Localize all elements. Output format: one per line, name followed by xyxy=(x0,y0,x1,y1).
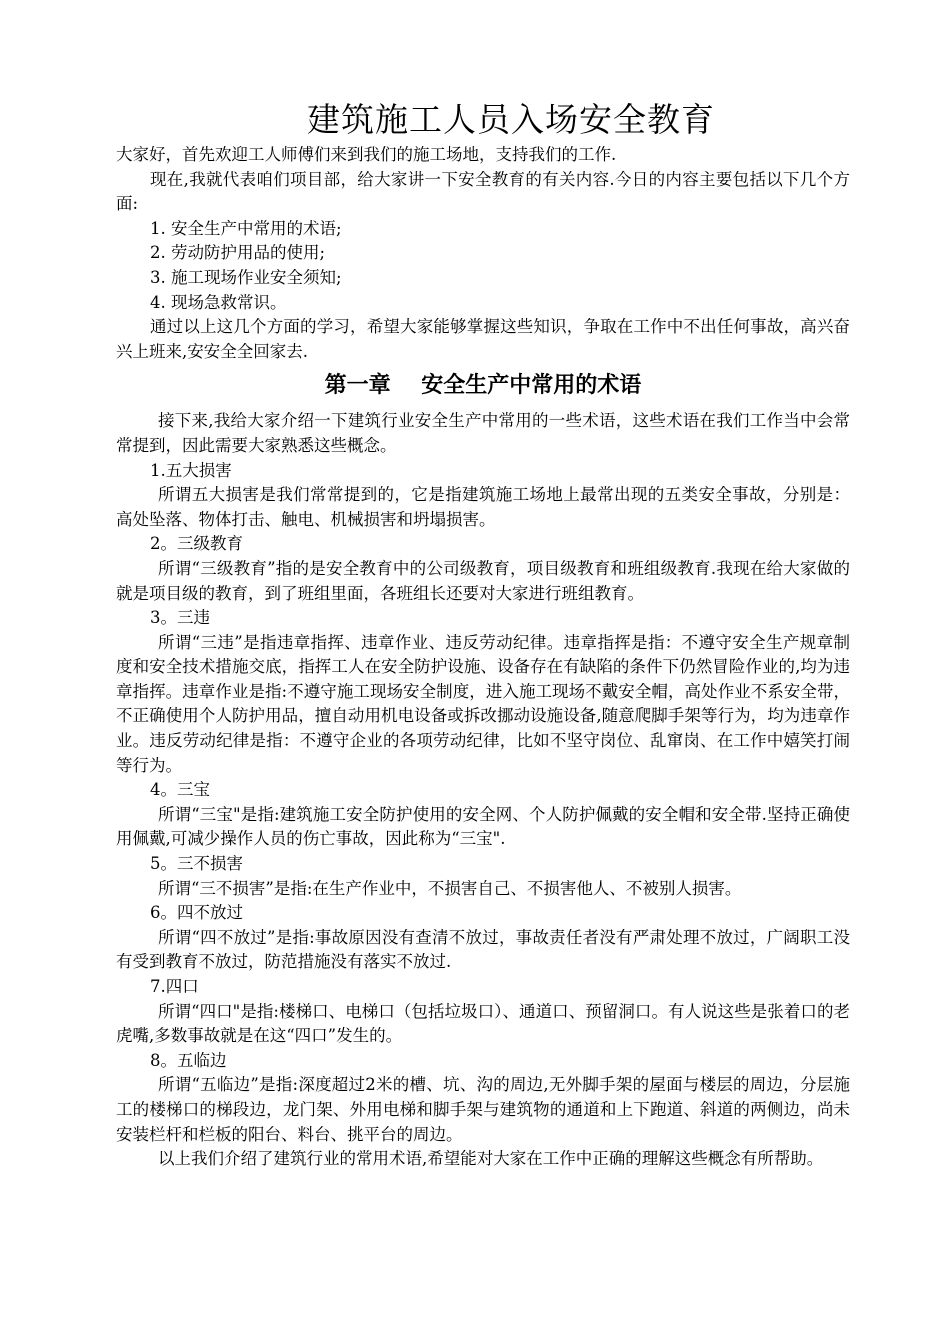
list-item: 2. 劳动防护用品的使用; xyxy=(150,243,326,263)
section-body: 所谓“四口"是指:楼梯口、电梯口（包括垃圾口）、通道口、预留洞口。有人说这些是张着口的老虎嘴,多数事故就是在这“四口”发生的。 xyxy=(116,1001,850,1046)
section-heading: 7.四口 xyxy=(150,977,199,996)
section-body: 所谓五大损害是我们常常提到的，它是指建筑施工场地上最常出现的五类安全事故，分别是：高处坠落、物体打击、触电、机械损害和坍塌损害。 xyxy=(116,485,850,529)
section-body: 所谓“三违”是指违章指挥、违章作业、违反劳动纪律。违章指挥是指：不遵守安全生产规章制度和安全技术措施交底，指挥工人在安全防护设施、设备存在有缺陷的条件下仍然冒险作业的,均为违章指挥。违章作业是指:不遵守施工现场安全制度，进入施工现场不戴安全帽，高处作业不系安全带，不正确使用个人防护用品，擅自动用机电设备或拆改挪动设施设备,随意爬脚手架等行为，均为违章作业。违反劳动纪律是指：不遵守企业的各项劳动纪律，比如不坚守岗位、乱窜岗、在工作中嬉笑打闹等行为。 xyxy=(116,632,850,775)
section-body: 所谓“三不损害”是指:在生产作业中，不损害自己、不损害他人、不被别人损害。 xyxy=(158,878,742,898)
section-heading: 6。四不放过 xyxy=(150,903,243,923)
chapter-summary: 以上我们介绍了建筑行业的常用术语,希望能对大家在工作中正确的理解这些概念有所帮助。 xyxy=(158,1149,824,1169)
section-heading: 3。三违 xyxy=(150,608,210,628)
section-heading: 5。三不损害 xyxy=(150,854,243,874)
section-heading: 2。三级教育 xyxy=(150,534,243,554)
intro-closing: 通过以上这几个方面的学习，希望大家能够掌握这些知识，争取在工作中不出任何事故，高兴奋兴上班来,安安全全回家去. xyxy=(116,317,850,361)
document-title: 建筑施工人员入场安全教育 xyxy=(307,100,715,139)
chapter-heading: 第一章 安全生产中常用的术语 xyxy=(324,373,642,399)
section-heading: 1.五大损害 xyxy=(150,460,232,480)
section-body: 所谓“四不放过”是指:事故原因没有查清不放过，事故责任者没有严肃处理不放过，广阔职工没有受到教育不放过，防范措施没有落实不放过. xyxy=(116,927,850,972)
document-body xyxy=(116,143,850,1172)
section-heading: 8。五临边 xyxy=(150,1050,227,1070)
list-item: 1. 安全生产中常用的术语; xyxy=(150,218,342,238)
chapter-intro: 接下来,我给大家介绍一下建筑行业安全生产中常用的一些术语，这些术语在我们工作当中会常常提到，因此需要大家熟悉这些概念。 xyxy=(116,411,850,455)
list-item: 4. 现场急救常识。 xyxy=(150,292,287,312)
section-body: 所谓“五临边”是指:深度超过2米的槽、坑、沟的周边,无外脚手架的屋面与楼层的周边，分层施工的楼梯口的梯段边，龙门架、外用电梯和脚手架与建筑物的通道和上下跑道、斜道的两侧边，尚未安装栏杆和栏板的阳台、料台、挑平台的周边。 xyxy=(116,1075,850,1144)
intro-greeting: 大家好，首先欢迎工人师傅们来到我们的施工场地，支持我们的工作. xyxy=(116,145,617,164)
section-body: 所谓“三级教育”指的是安全教育中的公司级教育，项目级教育和班组级教育.我现在给大家做的就是项目级的教育，到了班组里面，各班组长还要对大家进行班组教育。 xyxy=(116,558,850,603)
intro-lead: 现在,我就代表咱们项目部，给大家讲一下安全教育的有关内容.今日的内容主要包括以下几个方面: xyxy=(116,169,850,214)
section-body: 所谓“三宝"是指:建筑施工安全防护使用的安全网、个人防护佩戴的安全帽和安全带.坚持正确使用佩戴,可减少操作人员的伤亡事故，因此称为“三宝". xyxy=(116,804,850,849)
topic-list xyxy=(116,217,850,315)
section-heading: 4。三宝 xyxy=(150,780,210,800)
list-item: 3. 施工现场作业安全须知; xyxy=(150,267,342,287)
